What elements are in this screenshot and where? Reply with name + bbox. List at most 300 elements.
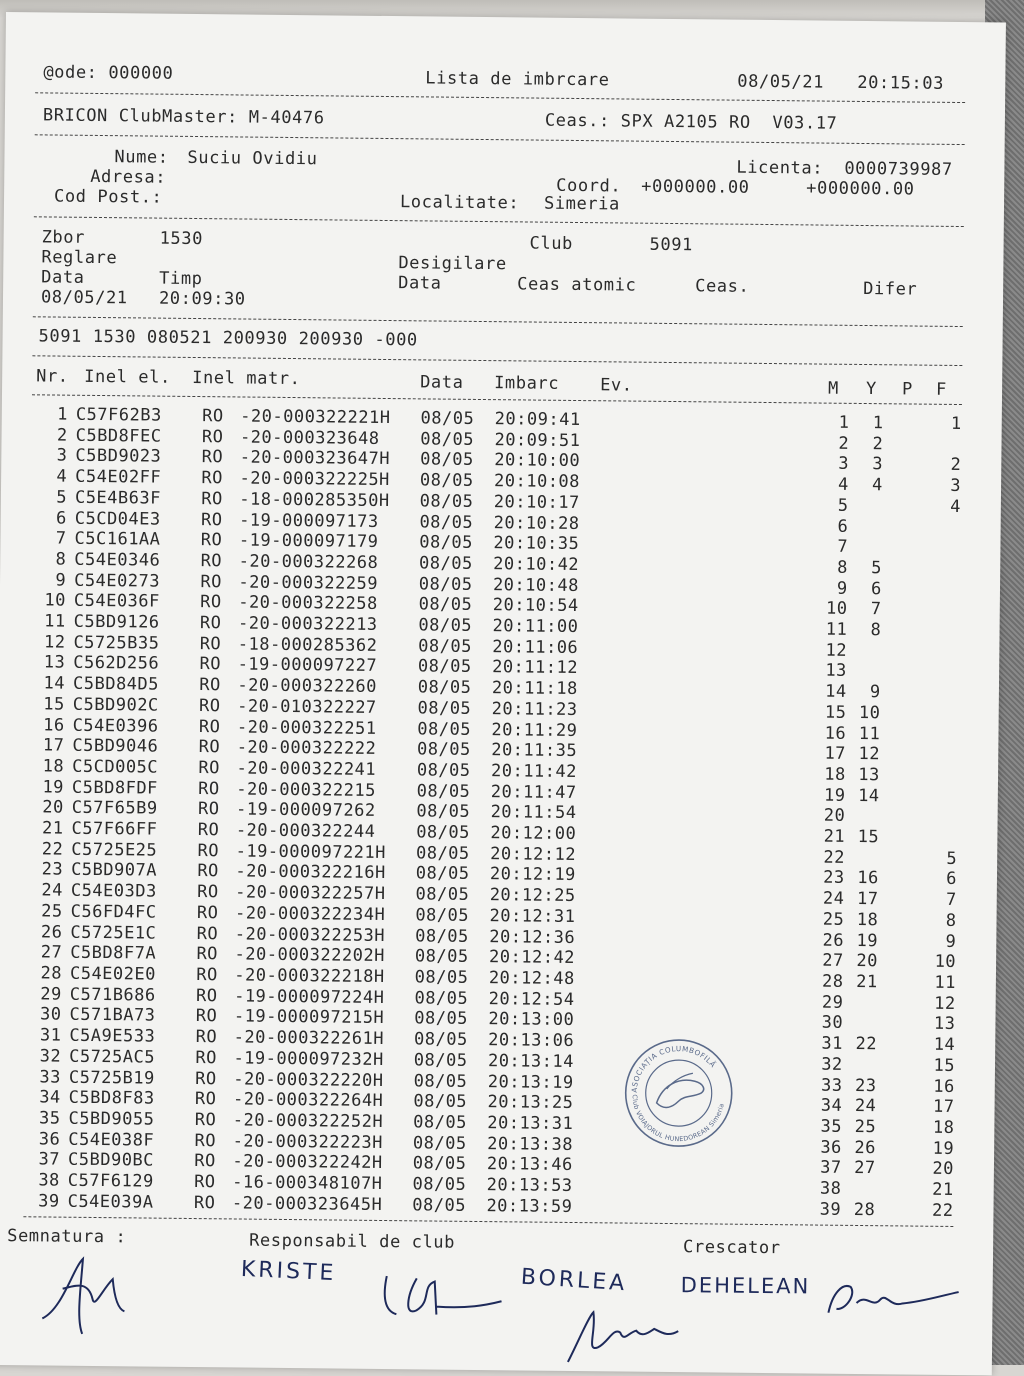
row-date: 08/05 — [417, 656, 472, 678]
row-ring-number: -20-000322242H — [232, 1151, 383, 1174]
row-m: 9 — [836, 578, 848, 599]
row-f — [916, 579, 960, 600]
row-p — [877, 1014, 911, 1035]
row-country: RO — [195, 1006, 218, 1027]
row-ev — [581, 803, 812, 826]
row-m: 26 — [822, 930, 845, 951]
col-inel-matr: Inel matr. — [192, 367, 301, 390]
row-date: 08/05 — [420, 429, 475, 450]
reglare-label: Reglare — [41, 247, 118, 269]
row-arrival-time: 20:13:19 — [487, 1071, 574, 1093]
row-m: 20 — [823, 805, 846, 827]
row-ev — [580, 866, 811, 889]
row-m: 29 — [821, 992, 844, 1013]
row-electronic-ring: C54E03D3 — [70, 880, 157, 902]
zbor-label: Zbor — [41, 227, 86, 248]
row-p — [883, 434, 917, 455]
row-date: 08/05 — [413, 1112, 467, 1133]
row-nr: 19 — [42, 777, 65, 798]
row-f: 10 — [934, 952, 957, 973]
col-ev: Ev. — [600, 375, 633, 396]
row-ev — [582, 659, 813, 682]
row-arrival-time: 20:11:42 — [490, 761, 578, 782]
row-f: 6 — [946, 869, 958, 890]
row-country: RO — [201, 447, 224, 468]
row-arrival-time: 20:09:41 — [494, 409, 581, 431]
row-m: 8 — [837, 557, 849, 578]
row-m: 36 — [820, 1137, 842, 1158]
row-ev — [580, 824, 811, 847]
row-ring-number: -20-000322261H — [233, 1027, 385, 1050]
row-m: 28 — [822, 971, 844, 992]
row-y — [841, 1179, 875, 1200]
row-ring-number: -20-000322218H — [234, 965, 385, 988]
divider — [35, 134, 965, 145]
row-f: 18 — [932, 1117, 955, 1138]
row-y — [848, 516, 882, 537]
row-country: RO — [197, 820, 220, 841]
row-country: RO — [198, 695, 221, 717]
row-ring-number: -20-000322234H — [234, 903, 386, 925]
row-country: RO — [199, 613, 222, 634]
row-m: 30 — [821, 1012, 844, 1034]
row-arrival-time: 20:10:35 — [493, 533, 580, 555]
row-f — [916, 517, 960, 538]
row-m: 12 — [825, 640, 848, 661]
row-electronic-ring: C54E0396 — [72, 715, 159, 737]
row-f — [914, 766, 958, 787]
col-m: M — [827, 378, 840, 399]
row-electronic-ring: C5BD8FEC — [75, 425, 162, 447]
reglare-time: 20:09:30 — [158, 288, 246, 310]
row-ev — [580, 845, 811, 868]
row-ring-number: -20-000322252H — [232, 1110, 384, 1132]
row-country: RO — [200, 592, 222, 613]
row-f: 20 — [932, 1159, 955, 1180]
row-y — [847, 661, 881, 682]
row-f — [915, 683, 959, 704]
row-nr: 28 — [40, 963, 63, 984]
row-nr: 2 — [56, 425, 68, 446]
row-date: 08/05 — [418, 573, 473, 595]
row-m: 33 — [820, 1075, 843, 1096]
row-nr: 36 — [38, 1129, 61, 1150]
row-p — [883, 496, 917, 517]
row-f: 9 — [945, 931, 957, 952]
row-date: 08/05 — [416, 822, 471, 843]
row-ring-number: -19-000097262 — [235, 799, 376, 822]
row-electronic-ring: C5BD8FDF — [71, 777, 158, 799]
document-title: Lista de imbrcare — [425, 68, 610, 91]
row-nr: 15 — [43, 694, 65, 715]
row-ring-number: -16-000348107H — [232, 1172, 383, 1195]
coord-1: +000000.00 — [641, 176, 750, 198]
address-label: Adresa: — [90, 166, 167, 188]
row-nr: 8 — [55, 549, 67, 570]
row-p — [881, 662, 915, 683]
row-electronic-ring: C5CD04E3 — [74, 508, 161, 530]
row-y: 15 — [857, 827, 880, 848]
row-country: RO — [193, 1192, 216, 1213]
row-m: 34 — [820, 1095, 843, 1117]
row-arrival-time: 20:12:36 — [489, 926, 576, 948]
row-country: RO — [198, 716, 221, 737]
row-ring-number: -20-000322223H — [232, 1131, 384, 1153]
row-ring-number: -20-000322216H — [235, 861, 386, 884]
row-f — [913, 807, 957, 828]
row-ring-number: -20-000322202H — [234, 944, 385, 967]
row-ev — [581, 762, 812, 785]
row-arrival-time: 20:11:06 — [492, 636, 579, 658]
row-y: 1 — [872, 413, 884, 434]
row-electronic-ring: C571BA73 — [69, 1005, 156, 1027]
row-m: 11 — [825, 619, 848, 640]
row-m: 37 — [820, 1157, 842, 1179]
row-y: 12 — [858, 744, 881, 765]
divider — [32, 355, 962, 366]
signature-scribble-2 — [376, 1266, 507, 1327]
row-y: 16 — [857, 868, 879, 889]
row-f: 2 — [950, 455, 962, 476]
row-ring-number: -18-000285362 — [237, 634, 378, 656]
row-arrival-time: 20:13:59 — [486, 1195, 573, 1217]
row-f: 16 — [933, 1076, 955, 1097]
row-nr: 18 — [42, 756, 65, 777]
row-electronic-ring: C5C161AA — [74, 528, 161, 550]
row-arrival-time: 20:10:17 — [493, 491, 580, 513]
row-arrival-time: 20:13:53 — [486, 1175, 573, 1197]
row-date: 08/05 — [413, 1070, 468, 1092]
row-date: 08/05 — [417, 698, 472, 719]
club-label: Club — [529, 233, 574, 254]
row-f: 3 — [950, 476, 962, 497]
difer-label: Difer — [863, 278, 918, 300]
row-m: 23 — [823, 868, 845, 889]
name-label: Nume: — [114, 147, 169, 168]
row-arrival-time: 20:12:19 — [489, 864, 576, 886]
row-arrival-time: 20:12:48 — [488, 968, 575, 989]
row-p — [880, 744, 914, 765]
row-p — [882, 558, 916, 579]
row-arrival-time: 20:13:38 — [487, 1133, 574, 1155]
row-y: 11 — [858, 723, 881, 744]
row-ev — [581, 783, 812, 806]
row-ring-number: -20-000322264H — [232, 1089, 384, 1112]
divider — [33, 316, 963, 327]
row-ev — [581, 741, 812, 764]
row-m: 15 — [824, 702, 847, 723]
row-electronic-ring: C5BD907A — [71, 860, 158, 882]
row-arrival-time: 20:12:12 — [490, 843, 577, 865]
row-p — [877, 1034, 911, 1055]
row-date: 08/05 — [414, 988, 469, 1009]
col-imbarc: Imbarc — [494, 373, 560, 394]
row-ev — [582, 638, 813, 661]
row-arrival-time: 20:11:00 — [492, 616, 579, 638]
row-nr: 3 — [56, 445, 68, 467]
row-country: RO — [201, 488, 223, 510]
row-ev — [585, 431, 816, 454]
row-f — [915, 621, 959, 642]
row-date: 08/05 — [419, 511, 474, 533]
coord-label: Coord. — [556, 175, 622, 197]
pigeon-icon — [657, 1080, 704, 1108]
row-ring-number: -20-000322241 — [236, 758, 377, 780]
code-label: @ode: 000000 — [43, 62, 174, 84]
row-nr: 9 — [55, 570, 67, 591]
row-y: 6 — [870, 578, 882, 599]
row-p — [879, 869, 913, 890]
row-m: 10 — [825, 598, 848, 620]
row-p — [877, 993, 911, 1014]
data2-label: Data — [398, 273, 442, 294]
row-ring-number: -19-000097224H — [234, 986, 385, 1008]
divider — [35, 92, 965, 103]
signature-scribble-3 — [558, 1302, 689, 1373]
row-arrival-time: 20:12:00 — [490, 823, 577, 845]
row-ev — [579, 990, 810, 1013]
row-p — [876, 1117, 910, 1138]
row-m: 16 — [824, 723, 847, 744]
row-nr: 10 — [44, 590, 67, 611]
row-country: RO — [199, 633, 222, 655]
row-m: 7 — [837, 536, 849, 558]
row-electronic-ring: C5CD005C — [72, 756, 159, 778]
row-m: 13 — [825, 661, 847, 682]
row-y: 18 — [856, 909, 879, 931]
row-date: 08/05 — [418, 636, 472, 657]
row-ev — [577, 1155, 808, 1178]
stamp-text-bottom: Club VOIAJORUL HUNEDOREAN Simeria — [630, 1094, 726, 1144]
row-date: 08/05 — [418, 594, 473, 616]
row-date: 08/05 — [415, 925, 469, 947]
row-ev — [577, 1176, 808, 1199]
row-nr: 29 — [40, 984, 62, 1005]
row-date: 08/05 — [412, 1195, 467, 1216]
row-nr: 1 — [57, 404, 68, 425]
breeder-label: Crescator — [682, 1237, 781, 1259]
col-nr: Nr. — [36, 366, 69, 387]
row-ring-number: -20-000322222 — [236, 737, 377, 760]
row-electronic-ring: C57F62B3 — [75, 404, 162, 426]
row-y: 27 — [854, 1158, 876, 1179]
row-m: 19 — [823, 785, 846, 806]
row-f — [916, 600, 960, 621]
row-m: 3 — [838, 454, 850, 475]
row-y: 8 — [870, 620, 882, 641]
row-p — [876, 1158, 910, 1179]
row-arrival-time: 20:10:28 — [493, 512, 580, 534]
row-electronic-ring: C5BD84D5 — [72, 673, 160, 695]
row-p — [879, 807, 913, 828]
row-arrival-time: 20:10:42 — [493, 554, 580, 575]
arrivals-table — [23, 404, 961, 1221]
row-y: 26 — [854, 1137, 877, 1158]
row-ring-number: -19-000097179 — [238, 530, 379, 553]
row-m: 32 — [821, 1054, 843, 1075]
row-ring-number: -20-000323648 — [239, 427, 380, 449]
row-f: 15 — [933, 1055, 956, 1076]
row-y: 2 — [872, 433, 884, 454]
row-y: 21 — [856, 971, 878, 993]
row-date: 08/05 — [419, 491, 474, 512]
row-p — [882, 537, 916, 558]
row-y: 9 — [869, 682, 881, 703]
row-m: 39 — [819, 1199, 842, 1220]
row-f — [916, 558, 960, 579]
signature-scribble-1 — [32, 1248, 133, 1339]
row-nr: 4 — [56, 466, 68, 487]
clock-id: Ceas.: SPX A2105 RO V03.17 — [544, 110, 838, 134]
col-inel-el: Inel el. — [84, 366, 171, 388]
row-nr: 33 — [39, 1066, 62, 1088]
row-electronic-ring: C5725B35 — [73, 632, 160, 654]
row-f — [914, 786, 958, 807]
row-date: 08/05 — [416, 781, 471, 802]
row-country: RO — [197, 840, 220, 862]
row-f — [914, 703, 958, 724]
row-arrival-time: 20:11:54 — [490, 802, 577, 824]
row-country: RO — [200, 571, 222, 592]
row-f — [917, 434, 961, 455]
row-nr: 14 — [43, 673, 66, 694]
row-m: 35 — [820, 1116, 843, 1137]
row-date: 08/05 — [417, 718, 472, 740]
row-nr: 16 — [43, 714, 65, 736]
club-stamp — [622, 1037, 735, 1150]
row-y: 5 — [871, 558, 883, 579]
col-p: P — [901, 379, 914, 400]
row-p — [878, 951, 912, 972]
row-country: RO — [197, 799, 220, 820]
row-f: 22 — [931, 1200, 954, 1221]
row-country: RO — [197, 861, 219, 882]
row-ring-number: -19-000097232H — [233, 1048, 384, 1070]
row-p — [875, 1179, 909, 1200]
row-f: 14 — [933, 1034, 956, 1056]
row-m: 31 — [821, 1033, 844, 1054]
row-arrival-time: 20:09:51 — [494, 429, 581, 451]
row-ring-number: -20-000322258 — [238, 592, 378, 615]
row-ring-number: -20-000322244 — [235, 820, 376, 842]
svg-text:ASOCIAȚIA COLUMBOFILĂ — [630, 1044, 718, 1094]
row-f: 5 — [946, 848, 958, 869]
row-m: 21 — [823, 826, 846, 847]
arrivals-table-body — [23, 404, 961, 1221]
row-y — [843, 1055, 877, 1076]
code-line: 5091 1530 080521 200930 200930 -000 — [38, 326, 418, 351]
handwritten-name-borlea: BORLEA — [520, 1264, 628, 1297]
row-country: RO — [200, 530, 223, 551]
row-f — [914, 724, 958, 745]
row-date: 08/05 — [413, 1050, 468, 1071]
row-m: 22 — [823, 847, 845, 868]
row-country: RO — [202, 406, 224, 427]
row-ring-number: -20-000323647H — [239, 447, 391, 470]
row-date: 08/05 — [412, 1153, 467, 1175]
postcode-label: Cod Post.: — [53, 186, 163, 208]
owner-name: Suciu Ovidiu — [187, 147, 318, 170]
row-p — [882, 579, 916, 600]
row-p — [881, 641, 915, 662]
row-p — [881, 682, 915, 703]
club-value: 5091 — [649, 234, 694, 256]
row-y — [845, 806, 879, 827]
row-m: 1 — [838, 412, 850, 433]
row-y: 19 — [856, 930, 879, 951]
row-nr: 23 — [41, 859, 64, 881]
row-arrival-time: 20:10:48 — [492, 574, 579, 596]
row-f — [915, 662, 959, 683]
row-y — [848, 496, 882, 517]
desigilare-label: Desigilare — [398, 253, 507, 275]
row-country: RO — [195, 1027, 218, 1048]
row-y — [843, 1013, 877, 1034]
row-arrival-time: 20:11:18 — [491, 678, 578, 700]
row-electronic-ring: C5BD9046 — [72, 735, 159, 757]
row-ev — [584, 493, 815, 516]
row-p — [882, 517, 916, 538]
row-date: 08/05 — [414, 1008, 469, 1030]
printed-sheet — [0, 12, 1006, 1375]
zbor-value: 1530 — [159, 228, 204, 250]
row-country: RO — [194, 1172, 216, 1193]
row-ev — [583, 555, 814, 578]
row-ring-number: -20-000322251 — [236, 717, 377, 739]
col-f: F — [935, 379, 948, 400]
row-country: RO — [194, 1089, 217, 1110]
row-arrival-time: 20:13:46 — [486, 1154, 573, 1176]
row-ring-number: -20-000322215 — [236, 779, 376, 801]
row-date: 08/05 — [415, 884, 470, 906]
row-electronic-ring: C57F66FF — [71, 818, 158, 840]
row-country: RO — [194, 1109, 217, 1131]
row-f: 1 — [950, 413, 962, 435]
row-date: 08/05 — [418, 553, 473, 574]
row-electronic-ring: C54E0346 — [74, 549, 161, 571]
signature-label: Semnatura : — [7, 1226, 127, 1248]
row-ev — [584, 514, 815, 537]
row-arrival-time: 20:12:42 — [488, 947, 576, 969]
row-nr: 5 — [56, 487, 68, 508]
row-country: RO — [198, 758, 221, 779]
row-arrival-time: 20:11:12 — [492, 657, 579, 679]
row-electronic-ring: C5BD8F7A — [70, 943, 157, 964]
row-date: 08/05 — [413, 1091, 468, 1113]
row-electronic-ring: C5BD9023 — [75, 446, 162, 468]
row-arrival-time: 20:10:08 — [493, 471, 581, 493]
row-arrival-time: 20:10:54 — [492, 595, 579, 617]
row-nr: 20 — [42, 797, 64, 819]
row-ring-number: -20-000322260 — [237, 675, 378, 698]
row-date: 08/05 — [415, 905, 470, 926]
row-ev — [584, 451, 815, 474]
row-electronic-ring: C54E036F — [73, 591, 160, 612]
row-country: RO — [195, 1047, 218, 1069]
row-nr: 25 — [41, 901, 63, 922]
row-nr: 21 — [41, 818, 64, 839]
row-f: 13 — [933, 1014, 956, 1035]
row-date: 08/05 — [417, 739, 471, 761]
row-p — [876, 1096, 910, 1117]
row-country: RO — [196, 965, 218, 986]
row-p — [879, 786, 913, 807]
ceas-atomic-label: Ceas atomic — [517, 274, 637, 296]
row-country: RO — [195, 985, 218, 1006]
device-id: BRICON ClubMaster: M-40476 — [42, 105, 325, 129]
row-electronic-ring: C5BD8F83 — [68, 1087, 155, 1109]
row-electronic-ring: C5725E25 — [71, 839, 158, 861]
